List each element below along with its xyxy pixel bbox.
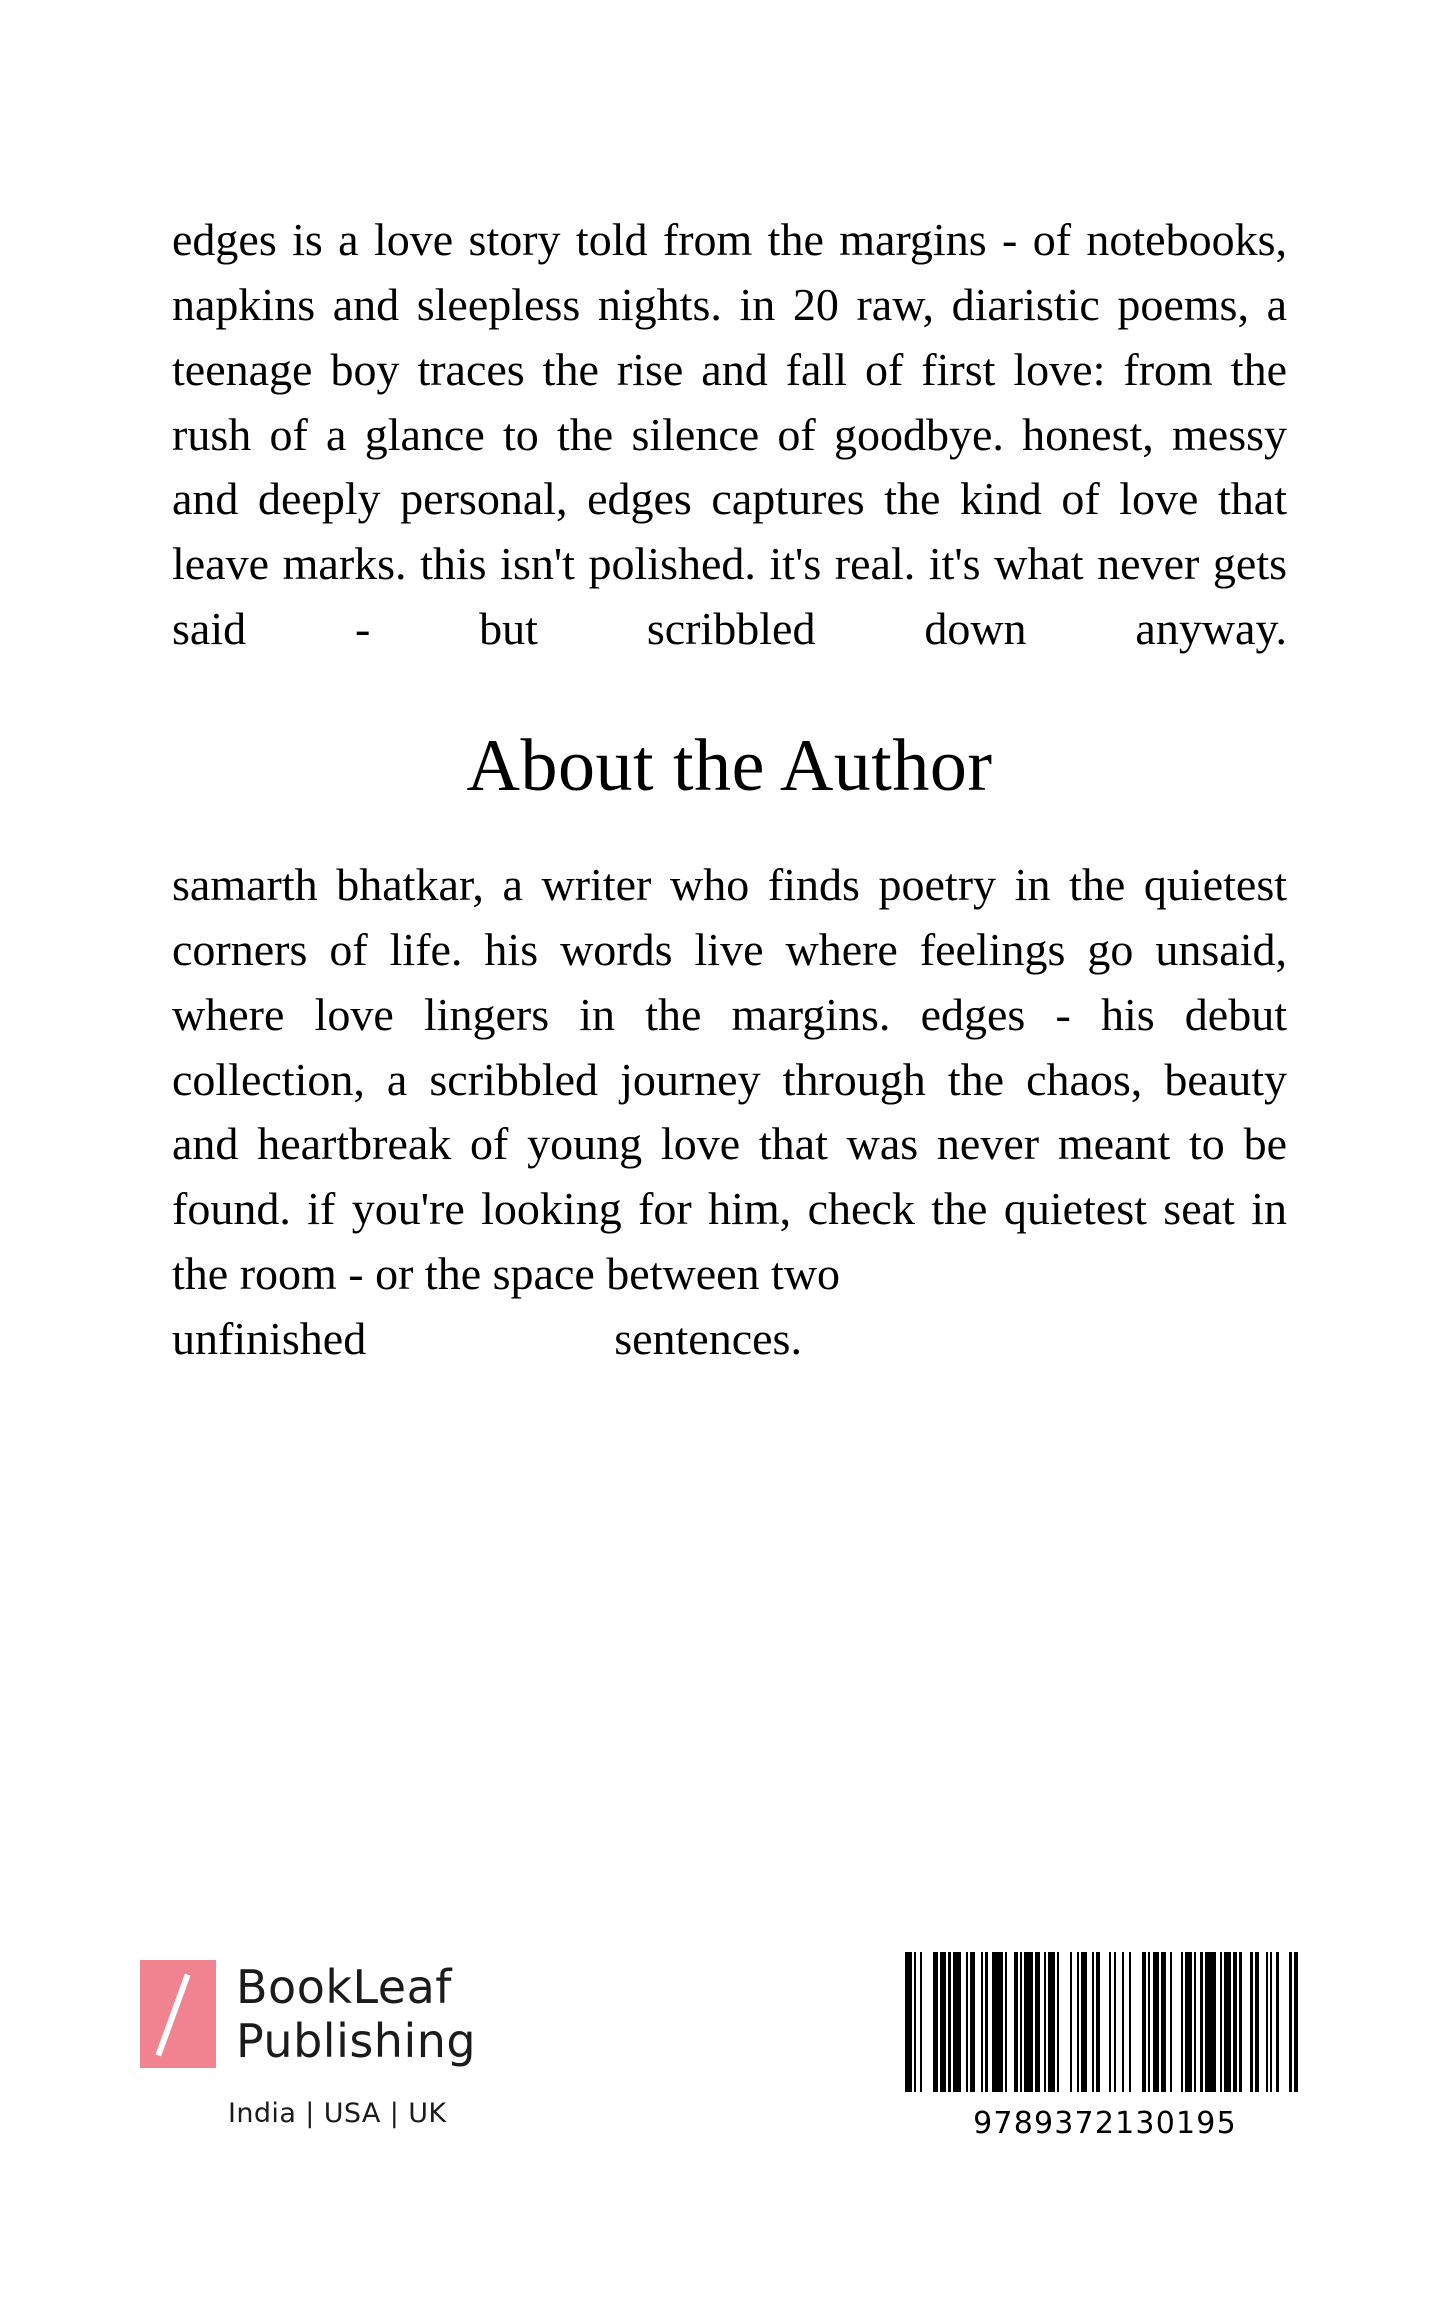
author-bio-tail-word-1: unfinished [172, 1313, 367, 1365]
slash-glyph [155, 1974, 190, 2057]
publisher-logo [140, 1960, 476, 2069]
author-bio: samarth bhatkar, a writer who finds poetry in the quietest corners of life. his words live where feelings go unsaid, where love lingers in the margins. edges - his debut collection, a scribbled journey through the chaos, beauty and heartbreak of young love that was never meant to be found. if you're looking for him, check the quietest seat in the room - or the space between two [172, 859, 1287, 1300]
book-blurb: edges is a love story told from the margins - of notebooks, napkins and sleepless nights. in 20 raw, diaristic poems, a teenage boy traces the rise and fall of first love: from the rush of a glance to the silence of goodbye. honest, messy and deeply personal, edges captures the kind of love that leave marks. this isn't polished. it's real. it's what never gets said - but scribbled down anyway. [172, 214, 1287, 655]
author-bio-tail [172, 1307, 1287, 1372]
bookleaf-slash-icon [140, 1960, 216, 2068]
cover-content [172, 208, 1287, 1372]
about-the-author-heading: About the Author [466, 725, 993, 808]
publisher-name-line2: Publishing [236, 2014, 477, 2069]
author-bio-tail-word-2: sentences. [614, 1313, 802, 1365]
publisher-regions: India | USA | UK [228, 2098, 447, 2129]
cover-footer [0, 1930, 1445, 2190]
barcode-block [905, 1952, 1305, 2141]
publisher-name [236, 1960, 476, 2069]
isbn-number: 9789372130195 [973, 2106, 1237, 2141]
barcode-image [905, 1952, 1305, 2092]
publisher-name-line1: BookLeaf [236, 1960, 452, 2014]
